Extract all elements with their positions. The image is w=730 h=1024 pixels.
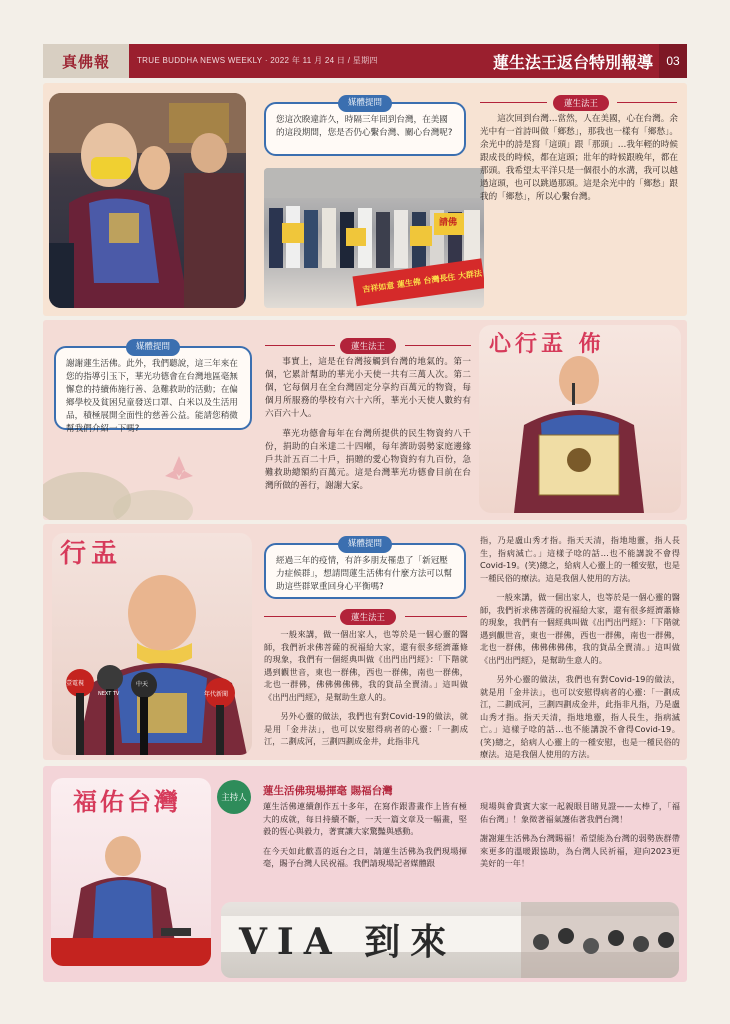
- divider-left: [265, 345, 335, 346]
- media-question-text: 您這次睽違許久，時隔三年回到台灣，在美國的這段期間，您是否仍心繫台灣、關心台灣呢?: [276, 115, 453, 138]
- photo-banner-text: 行盂: [60, 539, 123, 569]
- master-answer-left-column: [264, 628, 468, 755]
- answer-para-2: 華光功德會每年在台灣所提供的民生物資約八千份，捐助的白米達二十四噸，每年濟助弱勢家庭邊緣戶共計五百二十戶，捐贈的愛心物資約有九百份，急難救助總額約百萬元。這是台灣華光功德會目前在台灣所做的善行，謝謝大家。: [265, 429, 471, 491]
- page-header: [43, 44, 687, 78]
- calligraphy-section-title: 蓮生活佛現場揮毫 賜福台灣: [263, 785, 393, 797]
- master-answer-tag: 蓮生法王: [340, 338, 396, 354]
- host-text-left: [263, 800, 467, 877]
- host-text-right: [480, 800, 680, 877]
- photo-master-calligraphy: [51, 778, 211, 966]
- photo-master-press: [52, 533, 252, 755]
- master-answer-right-column: [480, 534, 680, 760]
- page-number: 03: [659, 44, 687, 78]
- media-question-bubble: [264, 98, 466, 156]
- host-para-2: 在今天如此歡喜的返台之日，請蓮生活佛為我們現場揮毫，賜予台灣人民祝福。我們請現場記者媒體跟: [263, 845, 467, 868]
- banner-text-small: 請佛: [439, 218, 458, 228]
- mic-label: NEXT TV: [98, 691, 120, 697]
- media-question-text: 經過三年的疫情，有許多朋友罹患了「新冠壓力症候群」，想請問蓮生活佛有什麼方法可以幫助這些群眾重回身心平衡嗎?: [276, 556, 453, 592]
- answer-para-1: 一般來講，做一個出家人，也等於是一個心靈的醫師，我們祈求佛菩薩的祝福給大家，還有很多經濟蕭條的現象，我們有一個經典叫做《出門出門經》：「下階就遇到觀世音，東也一群佛，西也一群佛，南也一群佛，北也一群佛，佛佛佛佛佛，我的貨品全賣清。」這叫做《出門出門經》，是幫助生意人的。: [264, 629, 468, 702]
- divider-left: [264, 616, 336, 617]
- calligraphy-text: VIA 到來: [239, 921, 457, 963]
- photo-welcome-crowd: [264, 168, 484, 308]
- host-para-1: 蓮生活佛連續創作五十多年，在寫作跟書畫作上皆有極大的成就，每日持續不斷，一天一篇文章及一幅畫，堅毅的恆心與毅力，著實讓大家驚豔與感動。: [263, 801, 467, 836]
- section-title: 蓮生法王返台特別報導: [492, 53, 653, 72]
- divider-left: [480, 102, 547, 103]
- master-answer-text: [265, 356, 471, 500]
- issue-date-line: TRUE BUDDHA NEWS WEEKLY · 2022 年 11 月 24 日 / 星期四: [137, 56, 378, 65]
- divider-right: [617, 102, 677, 103]
- master-answer-text: [480, 113, 678, 211]
- panel-calligraphy: [43, 766, 687, 982]
- media-question-tag: 媒體提問: [126, 339, 180, 356]
- answer-para-3: 一般來講，做一個出家人，也等於是一個心靈的醫師，我們祈求佛菩薩的祝福給大家，還有很多經濟蕭條的現象，我們有一個經典叫做《出門出門經》：「下階就遇到觀世音，東也一群佛，西也一群佛，南也一群佛，北也一群佛，佛佛佛佛佛，我的貨品全賣清。」這叫做《出門出門經》，是幫助生意人的。: [480, 592, 680, 665]
- host-badge: 主持人: [217, 780, 251, 814]
- panel-qa-charity: [43, 320, 687, 520]
- mic-label: 壹電視: [66, 680, 85, 687]
- media-question-bubble: [264, 539, 466, 599]
- mic-label: 年代新聞: [204, 691, 229, 698]
- host-para-4: 謝謝蓮生活佛為台灣賜福！希望能為台灣的弱勢族群帶來更多的溫暖跟協助，為台灣人民祈福，迎向2023更美好的一年！: [480, 833, 680, 868]
- panel-qa-homesick: [43, 83, 687, 316]
- answer-para-continued: 指，乃是盧山秀才指。指天天清，指地地靈，指人長生，指病滅亡。」這樣子唸的話…也不能講說不會得Covid-19。(笑)總之，給病人心靈上的一種安慰，也是一種民俗的療法。這是我個人使用的方法。: [480, 535, 680, 583]
- photo-master-with-bag: [479, 325, 681, 513]
- media-question-text: 謝謝蓮生活佛。此外，我們聽說，這三年來在您的指導引玉下，華光功德會在台灣地區毫無懈怠的持續佈施行善、急難救助的活動；在偏鄉學校及貧困兒童發送口罩、白米以及生活用品，積極展開全面性的慈善公益。能請您稍微幫我們介紹一下嗎?: [66, 359, 238, 434]
- photo-banner-text: 心行盂 佈: [489, 332, 605, 357]
- media-question-bubble: [54, 342, 252, 434]
- divider-right: [405, 345, 471, 346]
- mic-label: 中天: [136, 681, 149, 688]
- logo-text: 真佛報: [61, 52, 110, 71]
- divider-right: [405, 616, 467, 617]
- host-para-3: 現場與會貴賓大家一起親眼目睹見證——太棒了，「福佑台灣」！象徵著福氣護佑著我們台灣！: [480, 801, 680, 824]
- answer-para-4: 另外心靈的做法，我們也有對Covid-19的做法，就是用「金井法」，也可以安慰得病者的心靈：「一劃成江，二劃成河，三劃四劃成金井，此指非凡指，乃是盧山秀才指。指天天清，指地地靈，指人長生，指病滅亡。」這樣子唸的話…也不能講說不會得Covid-19。(笑)總之，給病人心靈上的一種安慰，也是一種民俗的療法。這是我個人使用的方法。: [480, 674, 680, 759]
- master-answer-tag: 蓮生法王: [553, 95, 609, 111]
- photo-calligraphy-result: [221, 902, 679, 978]
- photo-master-waving: [49, 93, 246, 308]
- newspaper-logo: [43, 44, 129, 78]
- answer-para-1: 事實上，這是在台灣接觸到台灣的地氣的。第一個，它累計幫助的華光小天使一共有三萬人次。第二個，它每個月在全台灣固定分享約百萬元的物資，每個月所服務的學校有六十六所，華光小天使人數約有六百六十人。: [265, 357, 471, 419]
- master-answer-para: 這次回到台灣…當然，人在美國，心在台灣。余光中有一首詩叫做「鄉愁」，那我也一樣有「鄉愁」。余光中的詩是寫「這頭」跟「那頭」…我年輕的時候跟成長的時候，都在這頭；壯年的時候跟晚年，都在那頭。我希望太平洋只是一個很小的水溝，我可以越過這頭，也可以跳過那頭。這是余光中的「鄉愁」跟我的「鄉愁」，所以心繫台灣。: [480, 114, 678, 202]
- lotus-leaf-decoration: [43, 440, 213, 520]
- photo-banner-text: 福佑台灣: [73, 788, 181, 816]
- answer-para-2: 另外心靈的做法，我們也有對Covid-19的做法，就是用「金井法」，也可以安慰得病者的心靈：「一劃成江，二劃成河，三劃四劃成金井，此指非凡: [264, 711, 468, 746]
- panel-qa-covid: [43, 524, 687, 760]
- media-question-tag: 媒體提問: [338, 536, 392, 553]
- media-question-tag: 媒體提問: [338, 95, 392, 112]
- photo-illustration: [49, 93, 246, 308]
- master-answer-tag: 蓮生法王: [340, 609, 396, 625]
- banner-text-red: 吉祥如意 蓮生佛 台灣長住 大群法: [361, 268, 483, 295]
